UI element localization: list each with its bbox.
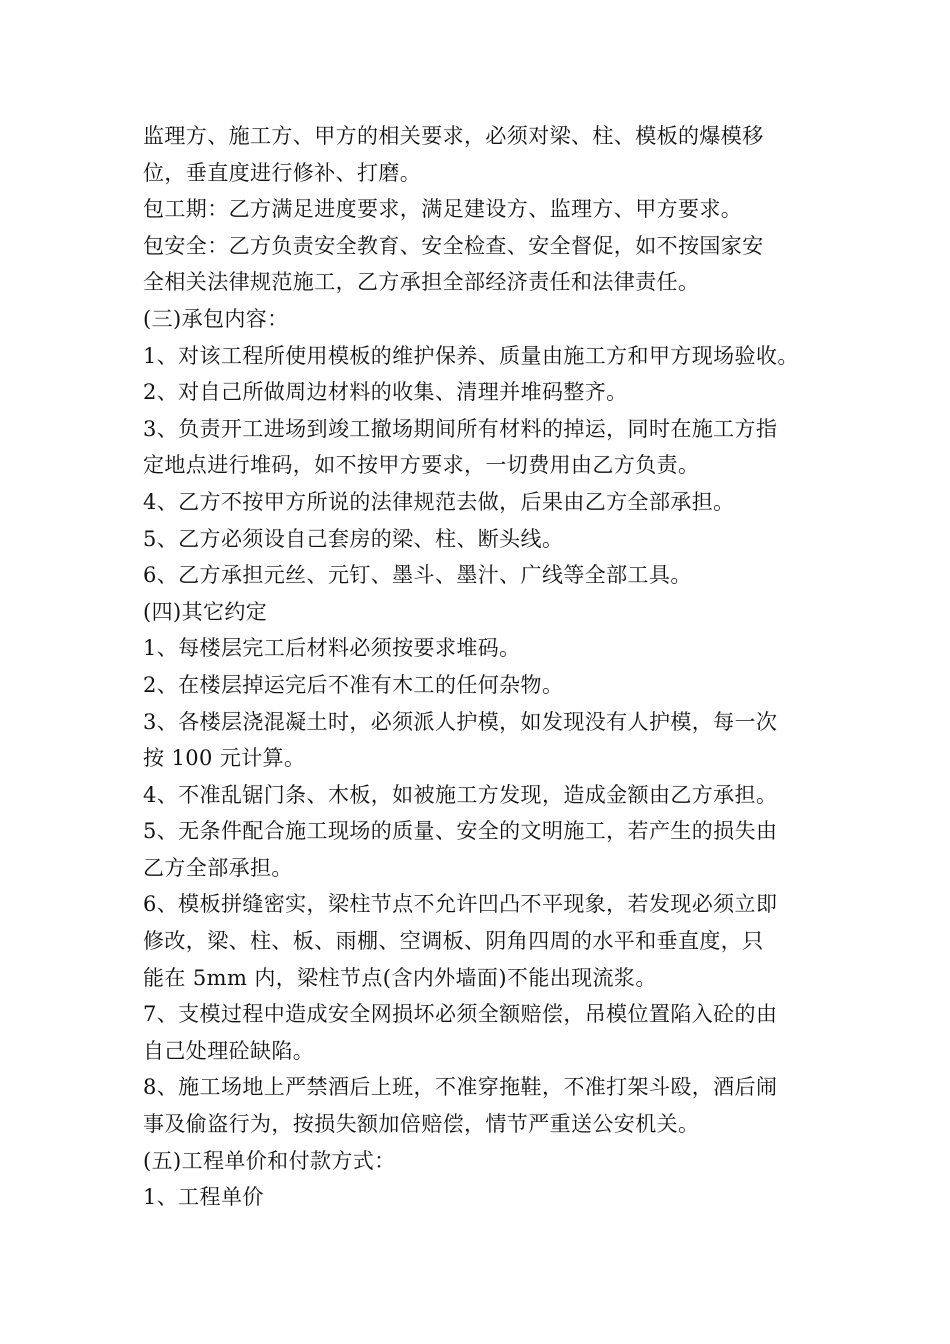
text-line: 1、每楼层完工后材料必须按要求堆码。 — [143, 636, 521, 661]
document-body — [143, 118, 818, 1216]
text-line: 2、对自己所做周边材料的收集、清理并堆码整齐。 — [143, 380, 628, 405]
section-heading: (四)其它约定 — [143, 599, 268, 624]
text-line: 2、在楼层掉运完后不准有木工的任何杂物。 — [143, 672, 564, 697]
text-line: 包安全：乙方负责安全教育、安全检查、安全督促，如不按国家安 — [143, 233, 764, 258]
text-line: 5、乙方必须设自己套房的梁、柱、断头线。 — [143, 526, 564, 551]
text-line: 5、无条件配合施工现场的质量、安全的文明施工，若产生的损失由 — [143, 819, 778, 844]
text-line: 7、支模过程中造成安全网损坏必须全额赔偿，吊模位置陷入砼的由 — [143, 1002, 778, 1027]
text-line: 位，垂直度进行修补、打磨。 — [143, 160, 422, 185]
text-line: 8、施工场地上严禁酒后上班，不准穿拖鞋，不准打架斗殴，酒后闹 — [143, 1075, 778, 1100]
text-line: 修改，梁、柱、板、雨棚、空调板、阴角四周的水平和垂直度，只 — [143, 929, 764, 954]
text-line: 1、对该工程所使用模板的维护保养、质量由施工方和甲方现场验收。 — [143, 343, 799, 368]
text-line: 3、负责开工进场到竣工撤场期间所有材料的掉运，同时在施工方指 — [143, 416, 778, 441]
text-line: 6、模板拼缝密实，梁柱节点不允许凹凸不平现象，若发现必须立即 — [143, 892, 778, 917]
text-line: 3、各楼层浇混凝土时，必须派人护模，如发现没有人护模，每一次 — [143, 709, 778, 734]
text-line: 4、不准乱锯门条、木板，如被施工方发现，造成金额由乙方承担。 — [143, 782, 778, 807]
text-line: 乙方全部承担。 — [143, 855, 293, 880]
text-line: 定地点进行堆码，如不按甲方要求，一切费用由乙方负责。 — [143, 453, 700, 478]
text-line: 按 100 元计算。 — [143, 746, 306, 771]
section-heading: (五)工程单价和付款方式： — [143, 1148, 396, 1173]
text-line: 监理方、施工方、甲方的相关要求，必须对梁、柱、模板的爆模移 — [143, 124, 764, 148]
text-line: 4、乙方不按甲方所说的法律规范去做，后果由乙方全部承担。 — [143, 489, 735, 514]
text-line: 全相关法律规范施工，乙方承担全部经济责任和法律责任。 — [143, 270, 700, 295]
text-line: 1、工程单价 — [143, 1185, 264, 1210]
text-line: 包工期：乙方满足进度要求，满足建设方、监理方、甲方要求。 — [143, 197, 743, 222]
text-line: 事及偷盗行为，按损失额加倍赔偿，情节严重送公安机关。 — [143, 1112, 700, 1137]
section-heading: (三)承包内容： — [143, 306, 289, 331]
text-line: 自己处理砼缺陷。 — [143, 1038, 315, 1063]
text-line: 6、乙方承担元丝、元钉、墨斗、墨汁、广线等全部工具。 — [143, 563, 692, 588]
text-line: 能在 5mm 内，梁柱节点(含内外墙面)不能出现流浆。 — [143, 965, 657, 990]
